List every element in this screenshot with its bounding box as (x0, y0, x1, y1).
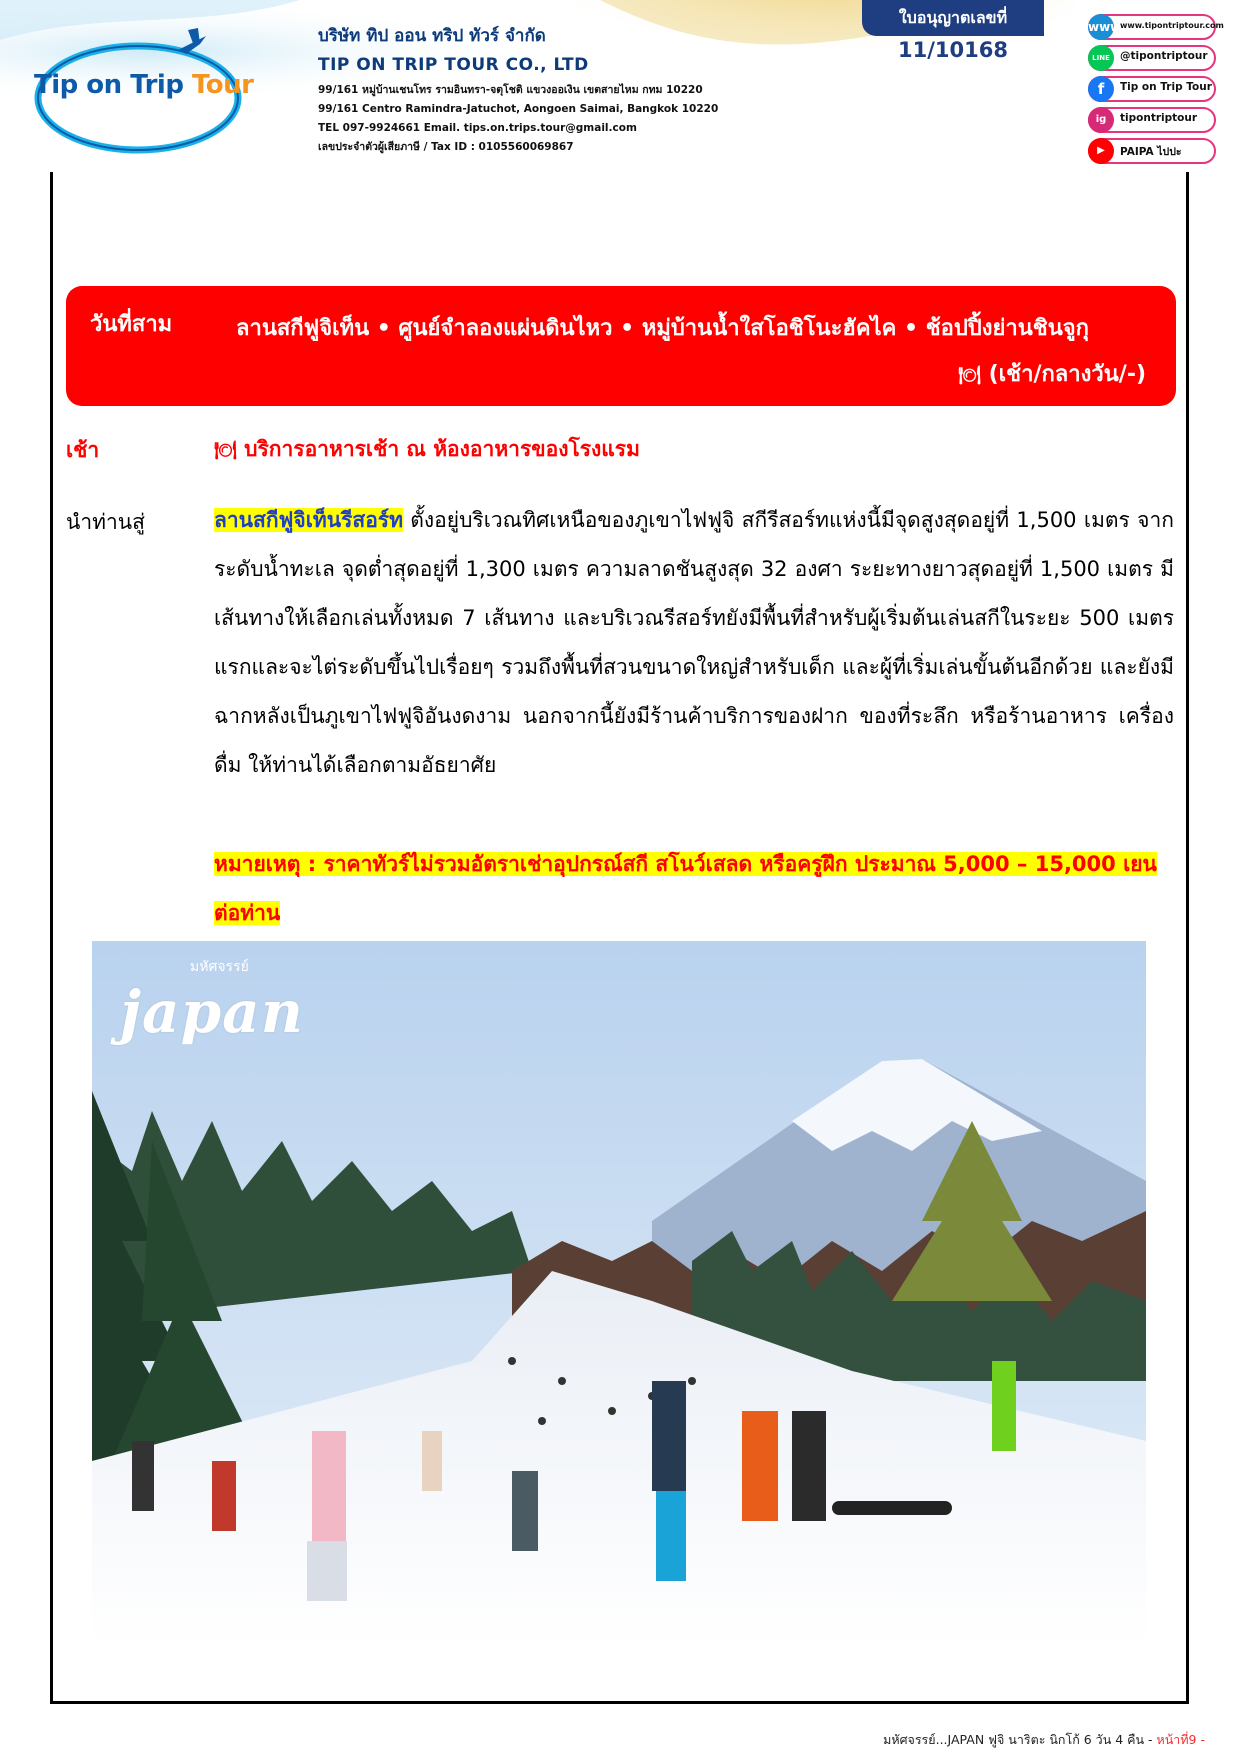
page-footer (883, 1730, 1205, 1750)
day-meals: (เช้า/กลางวัน/-) (988, 362, 1146, 387)
license-badge (862, 0, 1044, 72)
youtube-link[interactable]: ▶ PAIPA ไปปะ (1088, 138, 1216, 164)
license-number: 11/10168 (898, 38, 1008, 62)
meal-plate-icon: 🍽 (214, 440, 237, 461)
letterhead (0, 0, 1241, 170)
company-info (318, 22, 718, 157)
website-link[interactable]: www www.tipontriptour.com (1088, 14, 1216, 40)
photo-watermark: มหัศจรรย์ japan (120, 959, 304, 1046)
line-icon: LINE (1088, 45, 1114, 71)
morning-label: เช้า (66, 438, 100, 462)
day-title: ลานสกีฟูจิเท็น • ศูนย์จำลองแผ่นดินไหว • หมู่บ้านน้ำใสโอชิโนะฮัคไค • ช้อปปิ้งย่านชินจูกุ 🍽 (เช้า/กลางวัน/-) (236, 316, 1146, 387)
instagram-link[interactable]: ig tipontriptour (1088, 107, 1216, 133)
visit-description: ลานสกีฟูจิเท็นรีสอร์ท ตั้งอยู่บริเวณทิศเหนือของภูเขาไฟฟูจิ สกีรีสอร์ทแห่งนี้มีจุดสูงสุดอยู่ที่ 1,500 เมตร จากระดับน้ำทะเล จุดต่ำสุดอยู่ที่ 1,300 เมตร ความลาดชันสูงสุด 32 องศา ระยะทางยาวสุดอยู่ที่ 1,500 เมตร มีเส้นทางให้เลือกเล่นทั้งหมด 7 เส้นทาง และบริเวณรีสอร์ทยังมีพื้นที่สำหรับผู้เริ่มต้นเล่นสกีในระยะ 500 เมตรแรกและจะไต่ระดับขึ้นไปเรื่อยๆ รวมถึงพื้นที่สวนขนาดใหญ่สำหรับเด็ก และผู้ที่เริ่มเล่นขั้นต้นอีกด้วย และยังมีฉากหลังเป็นภูเขาไฟฟูจิอันงดงาม นอกจากนี้ยังมีร้านค้าบริการของฝาก ของที่ระลึก หรือร้านอาหาร เครื่องดื่ม ให้ท่านได้เลือกตามอัธยาศัย (214, 508, 1174, 777)
morning-text: 🍽 บริการอาหารเช้า ณ ห้องอาหารของโรงแรม (214, 437, 640, 461)
company-name-en: TIP ON TRIP TOUR CO., LTD (318, 55, 589, 75)
ski-resort-photo (92, 941, 1146, 1645)
meal-plate-icon: 🍽 (958, 365, 981, 386)
facebook-link[interactable]: f Tip on Trip Tour (1088, 76, 1216, 102)
page-number: หน้าที่9 - (1156, 1732, 1205, 1747)
instagram-icon: ig (1088, 107, 1114, 133)
license-label: ใบอนุญาตเลขที่ (862, 0, 1044, 36)
youtube-icon: ▶ (1088, 138, 1114, 164)
visit-label: นำท่านสู่ (66, 510, 145, 534)
globe-icon: www (1088, 14, 1114, 40)
logo-wordmark: Tip on Trip Tour (34, 70, 254, 100)
social-links (1088, 14, 1224, 169)
line-link[interactable]: LINE @tipontriptour (1088, 45, 1216, 71)
contact-line: TEL 097-9924661 Email. tips.on.trips.tour@gmail.com (318, 122, 637, 134)
day-header-bar (66, 286, 1176, 406)
place-name: ลานสกีฟูจิเท็นรีสอร์ท (214, 508, 403, 532)
company-name-th: บริษัท ทิป ออน ทริป ทัวร์ จำกัด (318, 26, 546, 46)
address-th: 99/161 หมู่บ้านเชนโทร รามอินทรา-จตุโชติ แขวงออเงิน เขตสายไหม กทม 10220 (318, 84, 703, 96)
tax-id: เลขประจำตัวผู้เสียภาษี / Tax ID : 0105560069867 (318, 141, 574, 153)
day-label: วันที่สาม (90, 312, 173, 337)
facebook-icon: f (1088, 76, 1114, 102)
price-note: หมายเหตุ : ราคาทัวร์ไม่รวมอัตราเช่าอุปกรณ์สกี สโนว์เสลด หรือครูฝึก ประมาณ 5,000 – 15,000 เยนต่อท่าน (214, 852, 1157, 925)
footer-title: มหัศจรรย์...JAPAN ฟูจิ นาริตะ นิกโก้ 6 วัน 4 คืน - (883, 1732, 1157, 1747)
address-en: 99/161 Centro Ramindra-Jatuchot, Aongoen Saimai, Bangkok 10220 (318, 103, 719, 115)
